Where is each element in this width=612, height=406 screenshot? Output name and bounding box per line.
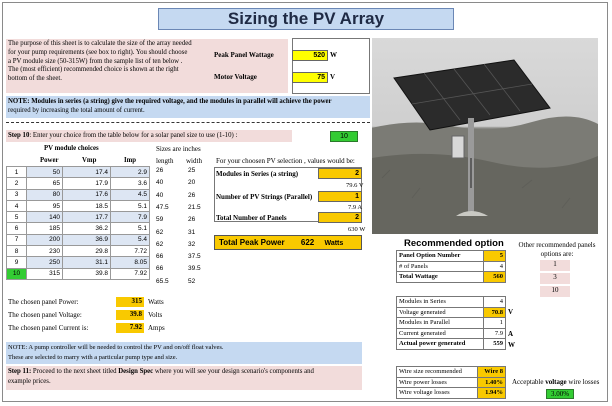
selection-heading: For your choosen PV selection , values would be: (216, 157, 355, 165)
width-cell: 21.5 (188, 203, 201, 211)
imp-cell: 7.92 (111, 268, 150, 279)
acceptable-losses-value[interactable]: 3.00% (546, 389, 574, 399)
purpose-line: The purpose of this sheet is to calculate the size of the array needed (8, 40, 192, 47)
chosen-power-label: The chosen panel Power: (8, 298, 79, 306)
col-vmp-header: Vmp (82, 157, 97, 164)
series-voltage-unit: V (358, 182, 364, 189)
vmp-cell: 17.7 (63, 212, 111, 223)
page-title: Sizing the PV Array (158, 8, 454, 30)
other-options-title-line: options are: (540, 250, 574, 258)
config-value: 7.9 (484, 328, 506, 339)
other-options-title (508, 241, 606, 259)
purpose-line: for your pump requirements (see box to right). You should choose (8, 48, 188, 56)
purpose-line: a PV module size (50-315W) from the sample list of ten below . (8, 57, 183, 65)
rec-value: 560 (484, 272, 506, 283)
row-number-cell: 1 (7, 167, 27, 178)
vmp-cell: 17.9 (63, 178, 111, 189)
requirements-box (292, 38, 370, 94)
note-line: These are selected to marry with a particular pump type and size. (8, 353, 178, 361)
table-row (397, 261, 506, 272)
table-row[interactable] (7, 200, 150, 211)
purpose-text (6, 39, 288, 93)
width-cell: 52 (188, 277, 196, 285)
table-row (397, 251, 506, 262)
acceptable-label-bold: voltage (545, 378, 567, 386)
total-watts-unit: W (359, 226, 366, 233)
config-label: Actual power generated (397, 339, 484, 350)
table-row (397, 388, 506, 399)
length-cell: 62 (156, 240, 164, 248)
step10-text: : Enter your choice from the table below for a solar panel size to use (1-10) : (29, 132, 238, 139)
config-label: Current generated (397, 328, 484, 339)
table-row (397, 339, 506, 350)
row-number-cell: 8 (7, 246, 27, 257)
divider (6, 122, 370, 123)
purpose-line: The (most efficient) recommended choice is shown at the right (8, 66, 179, 74)
table-row (397, 318, 506, 329)
length-cell: 66 (156, 253, 164, 261)
imp-cell: 4.5 (111, 189, 150, 200)
chosen-current-value: 7.92 (116, 323, 144, 333)
step11-line2: example prices. (8, 378, 51, 385)
table-row (397, 328, 506, 339)
col-length-header: length (156, 157, 174, 165)
table-row (397, 367, 506, 378)
wire-label: Wire voltage losses (397, 388, 478, 399)
table-row (397, 307, 506, 318)
wire-value: 1.94% (478, 388, 506, 399)
table-row[interactable] (7, 212, 150, 223)
wire-value: Wire 8 (478, 367, 506, 378)
note-series-parallel (6, 96, 370, 118)
step11-text: Proceed to the next sheet titled (31, 368, 119, 375)
row-number-cell: 6 (7, 223, 27, 234)
imp-cell: 2.9 (111, 167, 150, 178)
imp-cell: 7.9 (111, 212, 150, 223)
strings-current-unit: A (357, 204, 363, 211)
chosen-current-unit: Amps (148, 324, 165, 332)
pv-array-illustration (372, 38, 598, 234)
imp-cell: 5.1 (111, 200, 150, 211)
row-number-cell: 4 (7, 200, 27, 211)
motor-voltage-input[interactable]: 75 (292, 72, 328, 83)
table-row[interactable] (7, 223, 150, 234)
row-number-cell: 7 (7, 234, 27, 245)
length-cell: 26 (156, 167, 164, 174)
chosen-power-unit: Watts (148, 298, 164, 306)
width-cell: 26 (188, 216, 196, 224)
other-options-title-line: Other recommended panels (518, 241, 596, 249)
strings-current (348, 204, 362, 212)
width-cell: 39.5 (188, 265, 201, 273)
panel-choice-input[interactable]: 10 (330, 131, 358, 142)
acceptable-label-part: Acceptable (512, 378, 546, 386)
acceptable-losses-label (512, 378, 599, 387)
table-row[interactable] (7, 234, 150, 245)
power-cell: 315 (27, 268, 63, 279)
step11-prefix: Step 11: (8, 368, 32, 375)
power-cell: 250 (27, 257, 63, 268)
series-label: Modules in Series (a string) (216, 170, 299, 178)
vmp-cell: 39.8 (63, 268, 111, 279)
purpose-line: bottom of the sheet. (8, 75, 62, 83)
config-unit: A (508, 330, 514, 338)
chosen-voltage-unit: Volts (148, 311, 163, 319)
total-peak-power-value: 622 (300, 238, 315, 247)
rec-label: Panel Option Number (397, 251, 484, 262)
wire-table (396, 366, 506, 399)
pv-module-choices-heading: PV module choices (44, 145, 99, 152)
peak-wattage-input[interactable]: 520 (292, 50, 328, 61)
length-cell: 40 (156, 179, 164, 187)
length-cell: 65.5 (156, 277, 169, 285)
total-watts-value: 630 (348, 226, 358, 233)
vmp-cell: 36.9 (63, 234, 111, 245)
strings-label: Number of PV Strings (Parallel) (216, 193, 313, 201)
table-row[interactable] (7, 178, 150, 189)
col-power-header: Power (40, 157, 59, 164)
vmp-cell: 31.1 (63, 257, 111, 268)
width-cell: 31 (188, 228, 196, 236)
rec-label: # of Panels (397, 261, 484, 272)
imp-cell: 5.1 (111, 223, 150, 234)
length-cell: 59 (156, 216, 164, 224)
vmp-cell: 29.8 (63, 246, 111, 257)
strings-value: 1 (318, 191, 362, 202)
length-cell: 62 (156, 228, 164, 236)
width-cell: 20 (188, 179, 196, 187)
rec-value: 5 (484, 251, 506, 262)
power-cell: 185 (27, 223, 63, 234)
config-label: Modules in Series (397, 297, 484, 308)
config-label: Modules in Parallel (397, 318, 484, 329)
total-peak-power (214, 235, 362, 250)
table-row[interactable] (7, 167, 150, 178)
config-unit: V (508, 308, 514, 316)
power-cell: 95 (27, 200, 63, 211)
vmp-cell: 17.4 (63, 167, 111, 178)
imp-cell: 5.4 (111, 234, 150, 245)
table-row (397, 272, 506, 283)
col-imp-header: Imp (124, 157, 137, 164)
step11-text2: where you will see your design scenario's components and (153, 368, 314, 375)
total-peak-power-unit: Watts (324, 240, 344, 247)
chosen-power-value: 315 (116, 297, 144, 307)
width-cell: 26 (188, 191, 196, 199)
other-option: 3 (540, 273, 570, 284)
imp-cell: 7.72 (111, 246, 150, 257)
power-cell: 200 (27, 234, 63, 245)
config-unit: W (508, 341, 515, 349)
config-value: 559 (484, 339, 506, 350)
vmp-cell: 17.6 (63, 189, 111, 200)
table-row[interactable] (7, 246, 150, 257)
chosen-voltage-label: The chosen panel Voltage: (8, 311, 82, 319)
pv-array-photo (372, 38, 598, 234)
total-panels-label: Total Number of Panels (216, 214, 287, 222)
vmp-cell: 36.2 (63, 223, 111, 234)
table-row[interactable] (7, 268, 150, 279)
config-label: Voltage generated (397, 307, 484, 318)
step10-instruction (6, 130, 292, 142)
length-cell: 40 (156, 191, 164, 199)
design-spec-sheet-link[interactable]: Design Spec (118, 368, 154, 375)
row-number-cell: 2 (7, 178, 27, 189)
row-number-cell: 5 (7, 212, 27, 223)
power-cell: 80 (27, 189, 63, 200)
other-option: 1 (540, 260, 570, 271)
power-cell: 140 (27, 212, 63, 223)
width-cell: 25 (188, 167, 196, 174)
series-voltage (346, 182, 364, 190)
length-cell: 66 (156, 265, 164, 273)
length-cell: 47.5 (156, 203, 169, 211)
power-cell: 65 (27, 178, 63, 189)
wire-label: Wire size recommended (397, 367, 478, 378)
rec-value: 4 (484, 261, 506, 272)
strings-current-value: 7.9 (348, 204, 357, 211)
config-value: 4 (484, 297, 506, 308)
note-line: NOTE: A pump controller will be needed to control the PV and on/off float valves. (8, 344, 224, 351)
configuration-table (396, 296, 506, 350)
table-row[interactable] (7, 189, 150, 200)
note-pump-controller (6, 342, 362, 364)
peak-wattage-unit: W (330, 51, 337, 59)
pv-module-table (6, 166, 150, 280)
table-row (397, 377, 506, 388)
row-number-cell: 9 (7, 257, 27, 268)
vmp-cell: 18.5 (63, 200, 111, 211)
imp-cell: 3.6 (111, 178, 150, 189)
row-number-cell: 10 (7, 268, 27, 279)
series-voltage-value: 79.6 (346, 182, 358, 189)
recommended-table (396, 250, 506, 283)
chosen-current-label: The chosen panel Current is: (8, 324, 89, 332)
rec-label: Total Wattage (397, 272, 484, 283)
power-cell: 50 (27, 167, 63, 178)
other-option: 10 (540, 286, 570, 297)
col-width-header: width (186, 157, 202, 165)
step10-prefix: Step 10 (8, 132, 30, 139)
peak-wattage-label: Peak Panel Wattage (214, 51, 274, 59)
recommended-option-title: Recommended option (404, 238, 504, 249)
note-line: NOTE: Modules in series (a string) give the required voltage, and the modules in parallel will achieve the power (8, 98, 332, 105)
table-row (397, 297, 506, 308)
total-panels-value: 2 (318, 212, 362, 223)
chosen-voltage-value: 39.8 (116, 310, 144, 320)
step11-instruction (6, 366, 362, 390)
wire-value: 1.40% (478, 377, 506, 388)
sizes-note: Sizes are inches (156, 145, 201, 153)
series-value: 2 (318, 168, 362, 179)
imp-cell: 8.05 (111, 257, 150, 268)
note-line: required by increasing the total amount of current. (8, 107, 145, 114)
config-value: 1 (484, 318, 506, 329)
config-value: 70.8 (484, 307, 506, 318)
width-cell: 32 (188, 240, 196, 248)
width-cell: 37.5 (188, 253, 201, 261)
motor-voltage-unit: V (330, 73, 336, 81)
total-watts (348, 226, 365, 234)
table-row[interactable] (7, 257, 150, 268)
acceptable-label-part: wire losses (566, 378, 600, 386)
motor-voltage-label: Motor Voltage (214, 73, 257, 81)
total-peak-power-label: Total Peak Power (219, 238, 285, 247)
wire-label: Wire power losses (397, 377, 478, 388)
row-number-cell: 3 (7, 189, 27, 200)
power-cell: 230 (27, 246, 63, 257)
